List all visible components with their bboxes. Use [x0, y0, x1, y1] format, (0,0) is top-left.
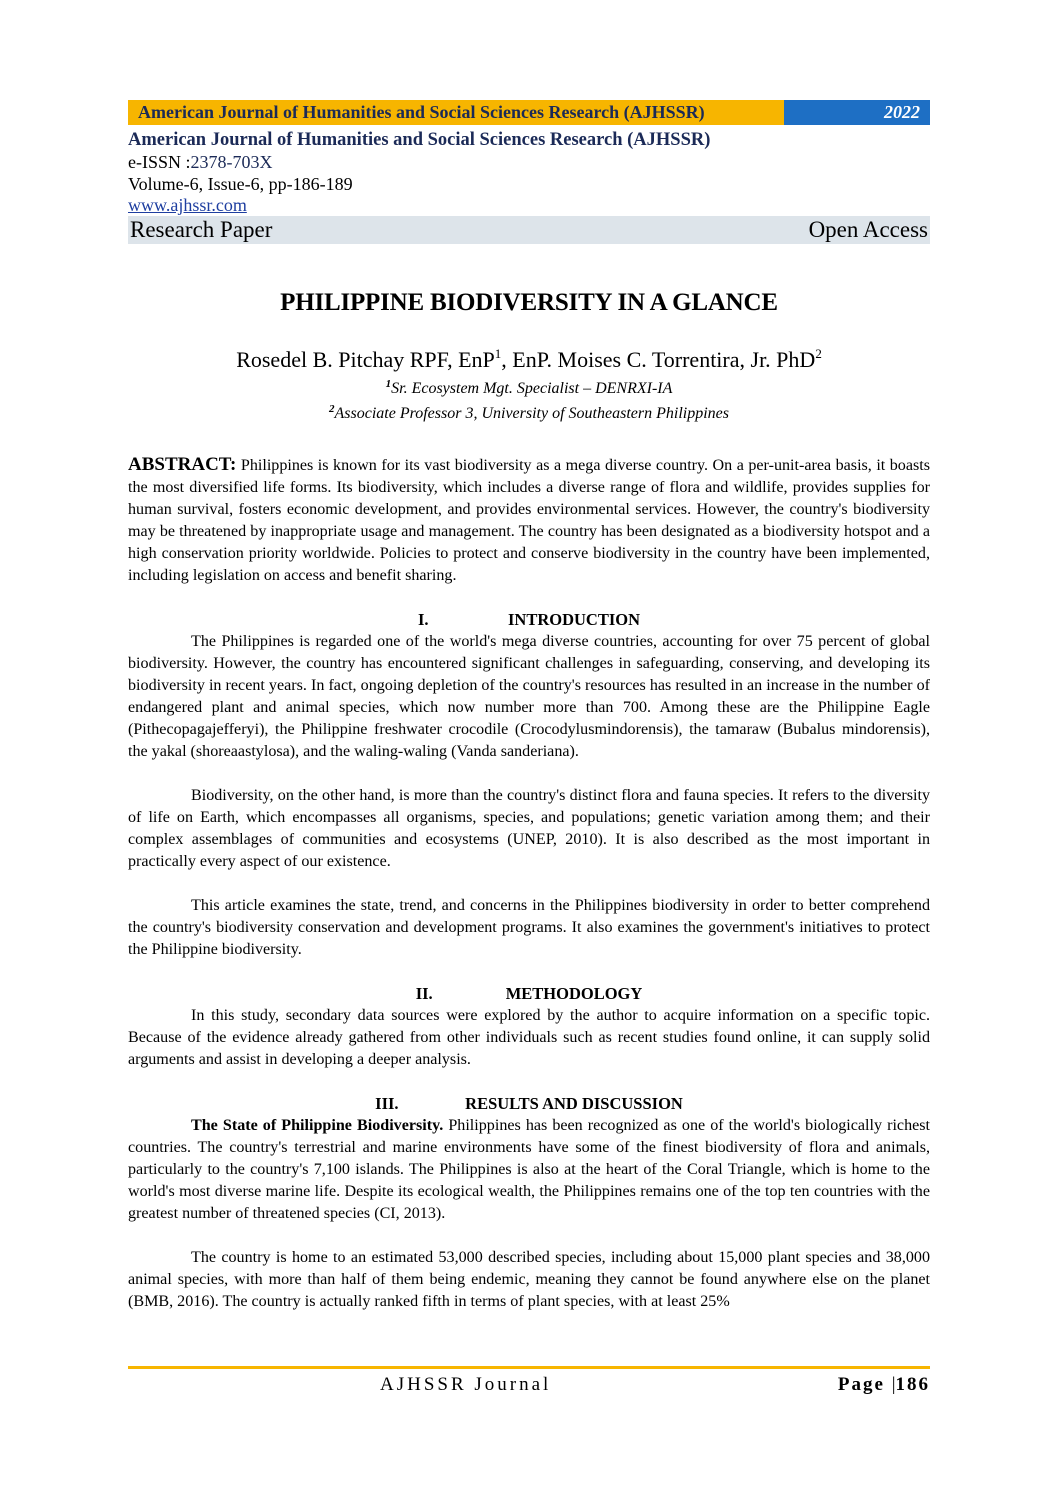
- author-1-affil-mark: 1: [494, 346, 502, 361]
- page-footer: [128, 1373, 930, 1397]
- issn-label: e-ISSN :: [128, 152, 191, 172]
- author-1: Rosedel B. Pitchay RPF, EnP: [236, 347, 495, 372]
- author-separator: ,: [501, 347, 513, 372]
- section-title: METHODOLOGY: [505, 984, 643, 1003]
- methodology-paragraph-1: In this study, secondary data sources were explored by the author to acquire information on a specific topic. Because of the evidence already gathered from other individuals such as recent studies found online, it can supply solid arguments and assist in developing a deeper analysis.: [128, 1007, 930, 1068]
- page-number: 186: [895, 1374, 930, 1395]
- affiliation-1-text: Sr. Ecosystem Mgt. Specialist – DENRXI-IA: [391, 380, 673, 397]
- footer-rule: [128, 1366, 930, 1369]
- header-year: 2022: [784, 100, 930, 125]
- section-heading-introduction: [128, 609, 930, 631]
- affiliation-2-mark: 2: [329, 403, 335, 415]
- journal-website-link[interactable]: www.ajhssr.com: [128, 195, 247, 215]
- abstract-label: ABSTRACT:: [128, 454, 237, 475]
- paper-type-bar: [128, 216, 930, 244]
- results-paragraph-1: [128, 1115, 930, 1225]
- abstract: [128, 454, 930, 587]
- issn-value: 2378-703X: [190, 152, 273, 172]
- access-type: Open Access: [808, 217, 928, 242]
- page-separator: |: [891, 1374, 896, 1395]
- intro-paragraph-1: The Philippines is regarded one of the world's mega diverse countries, accounting for over 75 percent of global biodiversity. However, the country has encountered significant challenges in safeguarding, conserving, and developing its biodiversity in recent years. In fact, ongoing depletion of the country's resources has resulted in an increase in the number of endangered plant and animal species, which now number more than 700. Among these are the Philippine Eagle (Pithecopagajefferyi), the Philippine freshwater crocodile (Crocodylusmindorensis), the tamaraw (Bubalus mindorensis), the yakal (shoreaastylosa), and the waling-waling (Vanda sanderiana).: [128, 633, 930, 760]
- affiliation-2-text: Associate Professor 3, University of Southeastern Philippines: [334, 405, 729, 422]
- issn-line: [128, 151, 930, 173]
- page-label: Page: [837, 1374, 885, 1395]
- author-2-affil-mark: 2: [815, 346, 822, 361]
- section-heading-results: [128, 1093, 930, 1115]
- paper-type: Research Paper: [130, 217, 273, 242]
- paper-title: PHILIPPINE BIODIVERSITY IN A GLANCE: [280, 289, 778, 316]
- intro-paragraph-2: Biodiversity, on the other hand, is more than the country's distinct flora and fauna species. It refers to the diversity of life on Earth, which encompasses all organisms, species, and populations; genetic variation among them; and their complex assemblages of communities and ecosystems (UNEP, 2010). It is also described as the most important in practically every aspect of our existence.: [128, 787, 930, 870]
- abstract-text: Philippines is known for its vast biodiversity as a mega diverse country. On a per-unit-area basis, it boasts the most diversified life forms. Its biodiversity, which includes a diverse range of flora and wildlife, provides supplies for human survival, fosters economic development, and provides environmental services. However, the country's biodiversity may be threatened by inappropriate usage and management. The country has been designated as a biodiversity hotspot and a high conservation priority worldwide. Policies to protect and conserve biodiversity in the country have been implemented, including legislation on access and benefit sharing.: [128, 457, 930, 584]
- run-in-heading: The State of Philippine Biodiversity.: [191, 1117, 444, 1134]
- section-number: III.: [375, 1094, 399, 1113]
- affiliation-2: [128, 399, 930, 424]
- section-number: II.: [415, 984, 433, 1003]
- affiliation-1-mark: 1: [385, 378, 392, 390]
- author-2: EnP. Moises C. Torrentira, Jr. PhD: [512, 347, 816, 372]
- footer-page: [838, 1373, 930, 1397]
- section-title: INTRODUCTION: [507, 610, 641, 629]
- journal-header-band: [128, 100, 930, 125]
- section-heading-methodology: [128, 983, 930, 1005]
- header-journal-title: American Journal of Humanities and Social Sciences Research (AJHSSR): [128, 100, 784, 125]
- results-paragraph-2: The country is home to an estimated 53,000 described species, including about 15,000 plant species and 38,000 animal species, with more than half of them being endemic, meaning they cannot be found anywhere else on the planet (BMB, 2016). The country is actually ranked fifth in terms of plant species, with at least 25%: [128, 1249, 930, 1310]
- volume-line: Volume-6, Issue-6, pp-186-189: [128, 174, 353, 194]
- section-title: RESULTS AND DISCUSSION: [465, 1094, 683, 1113]
- author-line: [128, 340, 930, 374]
- journal-name: American Journal of Humanities and Social Sciences Research (AJHSSR): [128, 130, 711, 150]
- intro-paragraph-3: This article examines the state, trend, and concerns in the Philippines biodiversity in order to better comprehend the country's biodiversity conservation and development programs. It also examines the government's initiatives to protect the Philippine biodiversity.: [128, 897, 930, 958]
- paper-page: [128, 100, 930, 1313]
- section-number: I.: [417, 610, 429, 629]
- affiliation-1: [128, 374, 930, 399]
- results-paragraph-1-text: Philippines has been recognized as one of the world's biologically richest countries. The country's terrestrial and marine environments have some of the finest biodiversity of flora and animals, particularly to the country's 7,100 islands. The Philippines is also at the heart of the Coral Triangle, which is home to the world's most diverse marine life. Despite its ecological wealth, the Philippines remains one of the top ten countries with the greatest number of threatened species (CI, 2013).: [128, 1117, 930, 1222]
- footer-journal: AJHSSR Journal: [380, 1374, 552, 1395]
